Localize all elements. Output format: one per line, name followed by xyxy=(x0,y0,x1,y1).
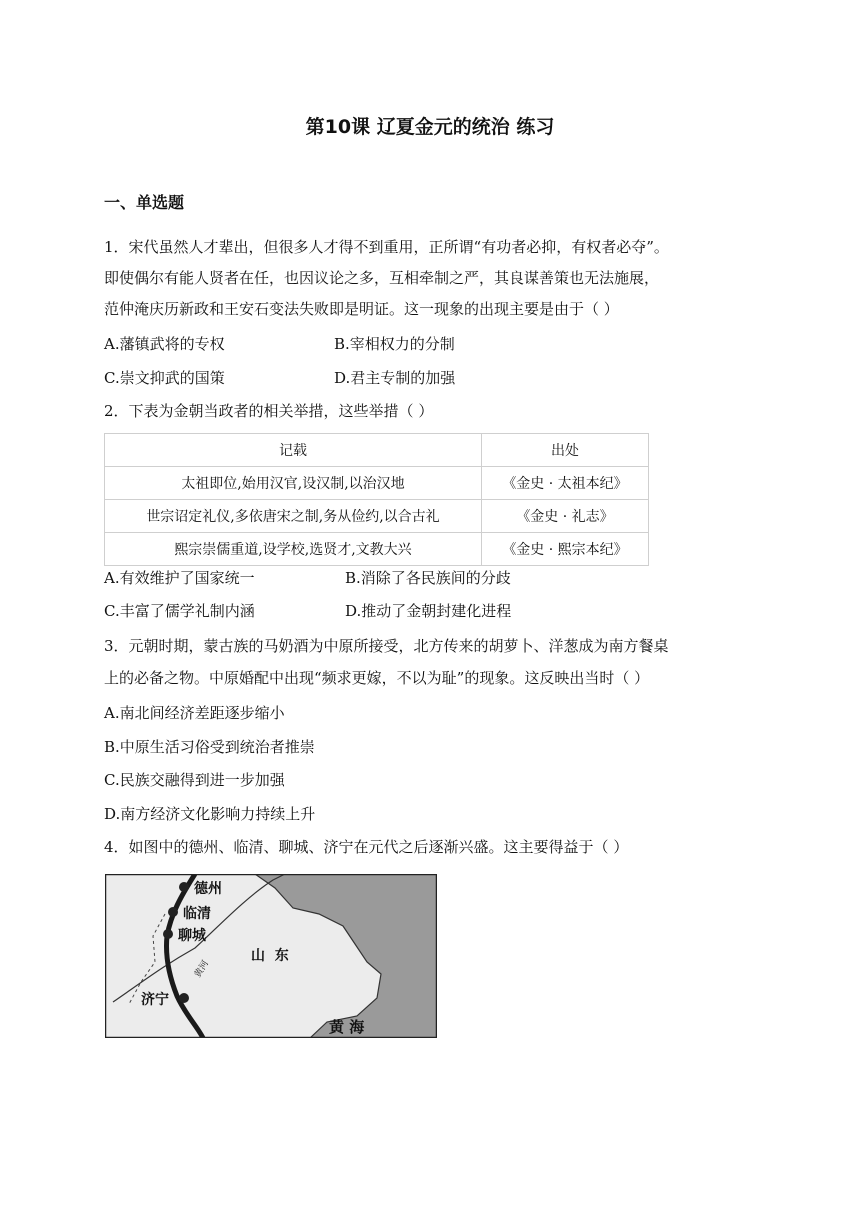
table-row xyxy=(105,467,649,500)
q1-stem-line-2: 即使偶尔有能人贤者在任，也因议论之多，互相牵制之严，其良谋善策也无法施展， xyxy=(104,269,660,287)
city-marker-liaocheng xyxy=(163,929,173,939)
records-table xyxy=(104,433,649,566)
q2-option-d[interactable]: D.推动了金朝封建化进程 xyxy=(345,602,512,620)
city-label-jining: 济宁 xyxy=(141,992,169,1008)
city-marker-jining xyxy=(179,993,189,1003)
table-header-record: 记载 xyxy=(105,434,482,467)
table-row xyxy=(105,500,649,533)
section-heading: 一、单选题 xyxy=(104,193,185,212)
table-cell-source: 《金史 · 熙宗本纪》 xyxy=(482,533,649,566)
table-cell-record: 世宗诏定礼仪,多依唐宋之制,务从俭约,以合古礼 xyxy=(105,500,482,533)
q3-option-d[interactable]: D.南方经济文化影响力持续上升 xyxy=(104,805,316,823)
table-cell-record: 熙宗崇儒重道,设学校,选贤才,文教大兴 xyxy=(105,533,482,566)
q1-option-c[interactable]: C.崇文抑武的国策 xyxy=(104,369,225,387)
q1-option-b[interactable]: B.宰相权力的分制 xyxy=(334,335,455,353)
city-marker-linqing xyxy=(168,907,178,917)
region-label: 山 东 xyxy=(251,948,289,964)
city-label-liaocheng: 聊城 xyxy=(178,928,206,944)
table-cell-record: 太祖即位,始用汉官,设汉制,以治汉地 xyxy=(105,467,482,500)
q3-option-a[interactable]: A.南北间经济差距逐步缩小 xyxy=(104,704,285,722)
table-row xyxy=(105,533,649,566)
q2-option-c[interactable]: C.丰富了儒学礼制内涵 xyxy=(104,602,255,620)
city-marker-dezhou xyxy=(179,882,189,892)
table-header-source: 出处 xyxy=(482,434,649,467)
page-title: 第10课 辽夏金元的统治 练习 xyxy=(305,116,555,138)
q1-option-a[interactable]: A.藩镇武将的专权 xyxy=(104,335,225,353)
q1-stem-line-1: 1．宋代虽然人才辈出，但很多人才得不到重用，正所谓“有功者必抑，有权者必夺”。 xyxy=(104,238,669,256)
q1-option-d[interactable]: D.君主专制的加强 xyxy=(334,369,456,387)
q3-stem-line-1: 3．元朝时期，蒙古族的马奶酒为中原所接受，北方传来的胡萝卜、洋葱成为南方餐桌 xyxy=(104,637,669,655)
sea-label: 黄 海 xyxy=(329,1018,365,1036)
q1-stem-line-3: 范仲淹庆历新政和王安石变法失败即是明证。这一现象的出现主要是由于（ ） xyxy=(104,300,619,318)
q2-option-a[interactable]: A.有效维护了国家统一 xyxy=(104,569,255,587)
q3-option-b[interactable]: B.中原生活习俗受到统治者推崇 xyxy=(104,738,315,756)
shandong-map xyxy=(105,874,437,1038)
table-cell-source: 《金史 · 太祖本纪》 xyxy=(482,467,649,500)
river-label: 黄河 xyxy=(193,959,212,980)
q3-option-c[interactable]: C.民族交融得到进一步加强 xyxy=(104,771,285,789)
city-label-linqing: 临清 xyxy=(183,906,211,922)
table-cell-source: 《金史 · 礼志》 xyxy=(482,500,649,533)
q2-option-b[interactable]: B.消除了各民族间的分歧 xyxy=(345,569,511,587)
table-header-row xyxy=(105,434,649,467)
q4-stem: 4．如图中的德州、临清、聊城、济宁在元代之后逐渐兴盛。这主要得益于（ ） xyxy=(104,838,629,856)
q2-stem: 2．下表为金朝当政者的相关举措，这些举措（ ） xyxy=(104,402,434,420)
q3-stem-line-2: 上的必备之物。中原婚配中出现“频求更嫁，不以为耻”的现象。这反映出当时（ ） xyxy=(104,669,650,687)
city-label-dezhou: 德州 xyxy=(194,881,222,897)
